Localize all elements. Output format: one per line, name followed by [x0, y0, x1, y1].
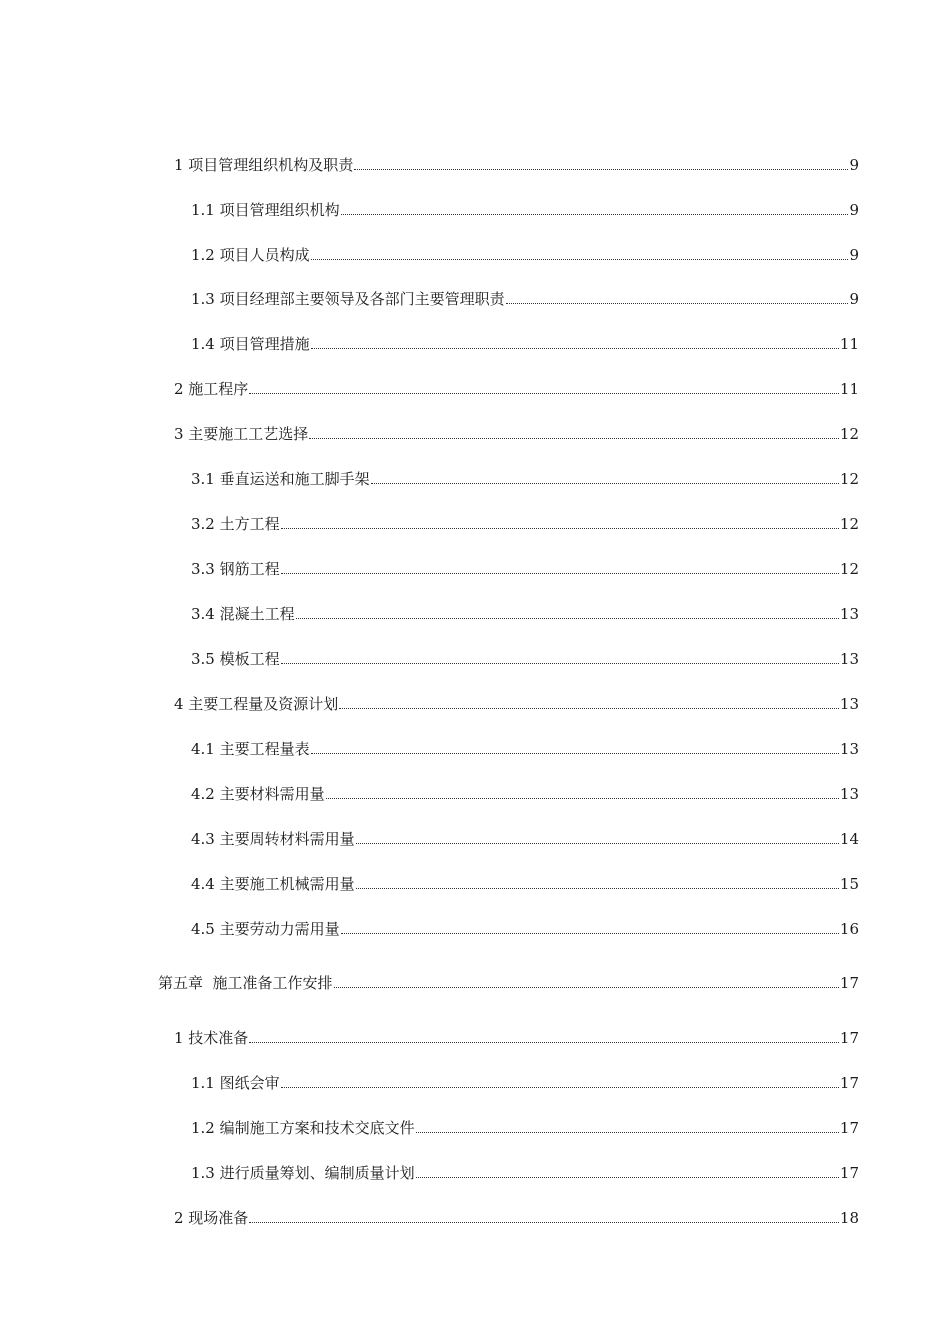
toc-entry[interactable]	[174, 691, 859, 713]
toc-page-number: 12	[839, 515, 859, 533]
toc-entry-title: 3.5 模板工程	[191, 650, 280, 668]
toc-entry-title: 4.3 主要周转材料需用量	[191, 830, 355, 848]
toc-entry[interactable]	[191, 466, 859, 488]
toc-dot-leader	[281, 1087, 839, 1088]
toc-page-number: 9	[849, 156, 859, 174]
toc-dot-leader	[371, 483, 839, 484]
toc-page-number: 18	[839, 1209, 859, 1227]
toc-entry-title: 1.1 图纸会审	[191, 1074, 280, 1092]
toc-dot-leader	[354, 169, 848, 170]
toc-page-number: 12	[839, 425, 859, 443]
toc-entry-title: 3.3 钢筋工程	[191, 560, 280, 578]
toc-entry-title: 3.4 混凝土工程	[191, 605, 295, 623]
toc-page-number: 9	[849, 201, 859, 219]
toc-page-number: 15	[839, 875, 859, 893]
toc-entry[interactable]	[191, 511, 859, 533]
toc-dot-leader	[311, 259, 849, 260]
toc-dot-leader	[309, 438, 839, 439]
toc-dot-leader	[311, 753, 839, 754]
toc-page-number: 17	[839, 1164, 859, 1182]
toc-entry-title: 4.2 主要材料需用量	[191, 785, 325, 803]
toc-entry-title: 4.1 主要工程量表	[191, 740, 310, 758]
toc-entry-title: 1 技术准备	[174, 1029, 249, 1047]
toc-entry[interactable]	[174, 1205, 859, 1227]
toc-dot-leader	[356, 843, 839, 844]
toc-dot-leader	[249, 393, 839, 394]
toc-dot-leader	[249, 1222, 839, 1223]
toc-entry-title: 1.2 编制施工方案和技术交底文件	[191, 1119, 415, 1137]
toc-entry[interactable]	[174, 376, 859, 398]
toc-entry-title: 1.4 项目管理措施	[191, 335, 310, 353]
toc-page-number: 13	[839, 650, 859, 668]
toc-entry[interactable]	[191, 197, 859, 219]
toc-page-number: 17	[839, 1074, 859, 1092]
toc-entry-title: 1.1 项目管理组织机构	[191, 201, 340, 219]
toc-page-number: 11	[839, 335, 859, 353]
toc-page-number: 13	[839, 785, 859, 803]
toc-dot-leader	[281, 528, 839, 529]
toc-entry[interactable]	[191, 1070, 859, 1092]
toc-entry-title: 3 主要施工工艺选择	[174, 425, 309, 443]
toc-page-number: 9	[849, 246, 859, 264]
toc-entry[interactable]	[191, 601, 859, 623]
toc-page-number: 17	[839, 974, 859, 992]
toc-dot-leader	[356, 888, 839, 889]
toc-entry-title: 1.3 项目经理部主要领导及各部门主要管理职责	[191, 290, 505, 308]
toc-dot-leader	[326, 798, 839, 799]
toc-entry-title: 第五章 施工准备工作安排	[158, 974, 333, 992]
toc-dot-leader	[341, 214, 849, 215]
toc-dot-leader	[296, 618, 839, 619]
toc-page-number: 9	[849, 290, 859, 308]
toc-page-number: 17	[839, 1029, 859, 1047]
toc-dot-leader	[506, 303, 849, 304]
toc-entry-title: 2 施工程序	[174, 380, 249, 398]
toc-page-number: 13	[839, 740, 859, 758]
toc-dot-leader	[341, 933, 839, 934]
toc-entry-title: 3.1 垂直运送和施工脚手架	[191, 470, 370, 488]
toc-entry[interactable]	[174, 1025, 859, 1047]
toc-page-number: 13	[839, 695, 859, 713]
toc-entry[interactable]	[191, 1160, 859, 1182]
toc-entry-title: 3.2 土方工程	[191, 515, 280, 533]
toc-entry-title: 1.3 进行质量筹划、编制质量计划	[191, 1164, 415, 1182]
toc-dot-leader	[249, 1042, 839, 1043]
toc-entry[interactable]	[174, 152, 859, 174]
toc-entry[interactable]	[191, 871, 859, 893]
toc-entry[interactable]	[191, 331, 859, 353]
toc-page-number: 12	[839, 560, 859, 578]
toc-page-number: 14	[839, 830, 859, 848]
toc-entry[interactable]	[191, 242, 859, 264]
toc-entry[interactable]	[191, 781, 859, 803]
toc-entry-title: 4.4 主要施工机械需用量	[191, 875, 355, 893]
toc-entry[interactable]	[191, 1115, 859, 1137]
toc-entry-title: 1.2 项目人员构成	[191, 246, 310, 264]
toc-dot-leader	[334, 987, 839, 988]
toc-page-number: 16	[839, 920, 859, 938]
toc-entry[interactable]	[191, 646, 859, 668]
toc-dot-leader	[281, 663, 839, 664]
toc-entry[interactable]	[191, 826, 859, 848]
toc-entry-title: 1 项目管理组织机构及职责	[174, 156, 354, 174]
toc-dot-leader	[416, 1132, 839, 1133]
toc-page-number: 17	[839, 1119, 859, 1137]
toc-entry-title: 4 主要工程量及资源计划	[174, 695, 339, 713]
toc-entry-title: 2 现场准备	[174, 1209, 249, 1227]
toc-chapter-entry[interactable]	[158, 970, 859, 992]
toc-entry[interactable]	[191, 286, 859, 308]
toc-dot-leader	[281, 573, 839, 574]
toc-entry[interactable]	[174, 421, 859, 443]
toc-dot-leader	[311, 348, 839, 349]
toc-entry[interactable]	[191, 916, 859, 938]
toc-page-number: 13	[839, 605, 859, 623]
toc-dot-leader	[416, 1177, 839, 1178]
toc-entry-title: 4.5 主要劳动力需用量	[191, 920, 340, 938]
toc-page-number: 11	[839, 380, 859, 398]
toc-entry[interactable]	[191, 556, 859, 578]
toc-dot-leader	[339, 708, 839, 709]
toc-page-number: 12	[839, 470, 859, 488]
toc-entry[interactable]	[191, 736, 859, 758]
